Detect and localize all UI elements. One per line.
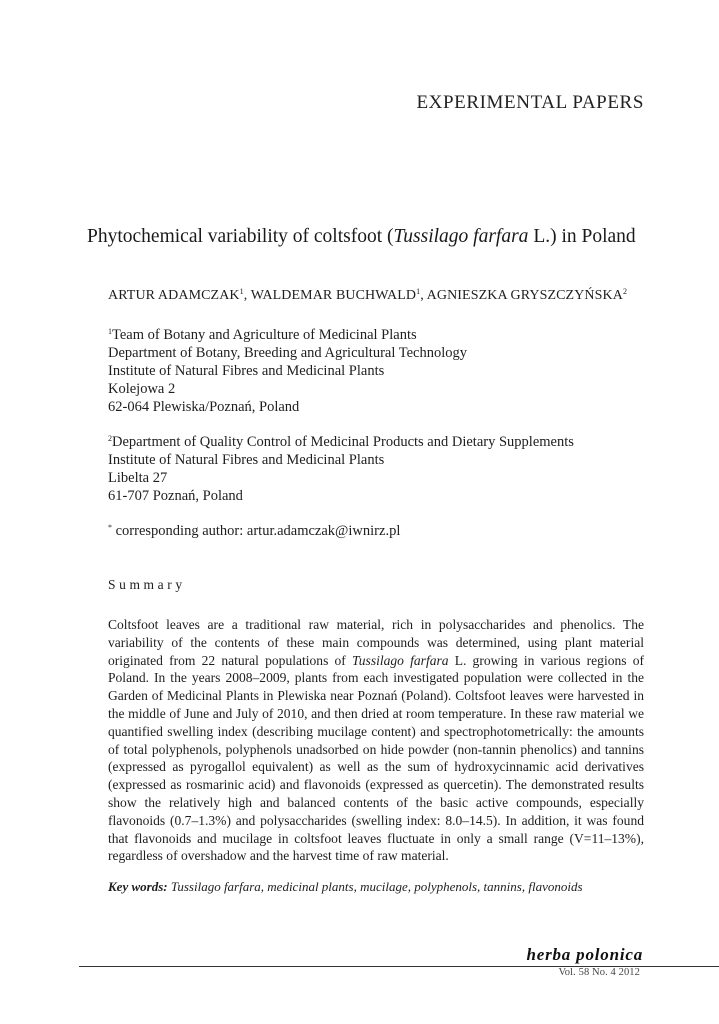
affiliation-line [108,326,467,344]
author-name: WALDEMAR BUCHWALD [250,288,417,303]
summary-heading: Summary [108,577,186,592]
abstract-text [108,616,644,865]
author-affiliation-mark: 1 [416,287,421,296]
author-separator: , [420,288,427,303]
affiliation-line: Department of Botany, Breeding and Agricultural Technology [108,345,467,361]
section-heading: EXPERIMENTAL PAPERS [416,92,644,113]
affiliation-1 [108,326,467,416]
title-species: Tussilago farfara [393,226,529,247]
abstract-part-1: Coltsfoot leaves are a traditional raw material, rich in polysaccharides and phenolics. The variability of the contents of these main compounds was determined, using plant material originated from 22 natural populations of [108,617,644,668]
corresponding-author [108,523,400,540]
keywords-text: Tussilago farfara, medicinal plants, mucilage, polyphenols, tannins, flavonoids [167,879,583,894]
affiliation-line: Institute of Natural Fibres and Medicinal Plants [108,452,385,468]
author-list [108,288,627,304]
affiliation-text: Team of Botany and Agriculture of Medicinal Plants [112,327,417,343]
affiliation-line: 62-064 Plewiska/Poznań, Poland [108,399,300,415]
affiliation-line: Institute of Natural Fibres and Medicinal Plants [108,363,385,379]
affiliation-line: 61-707 Poznań, Poland [108,488,243,504]
corresponding-text: corresponding author: artur.adamczak@iwnirz.pl [112,523,401,539]
affiliation-2 [108,433,574,505]
affiliation-line [108,433,574,451]
title-text-after: L.) in Poland [528,226,636,247]
affiliation-line: Kolejowa 2 [108,381,176,397]
journal-logo: herba polonica [526,945,643,964]
author-affiliation-mark: 2 [622,287,628,296]
title-text-before: Phytochemical variability of coltsfoot ( [87,226,394,247]
author-name: AGNIESZKA GRYSZCZYŃSKA [426,288,623,303]
abstract-part-2: L. growing in various regions of Poland. In the years 2008–2009, plants from each investigated population were collected in the Garden of Medicinal Plants in Plewiska near Poznań (Poland). Coltsfoot leaves were harvested in the middle of June and July of 2010, and then dried at room temperature. In these raw material we quantified swelling index (describing mucilage content) and spectrophotometrically: the amounts of total polyphenols, polyphenols unadsorbed on hide powder (non-tannin phenolics) and tannins (expressed as pyrogallol equivalent) as well as the sum of hydroxycinnamic acid derivatives (expressed as rosmarinic acid) and flavonoids (expressed as quercetin). The demonstrated results show the relatively high and balanced contents of the basic active compounds, especially flavonoids (0.7–1.3%) and polysaccharides (swelling index: 8.0–14.5). In addition, it was found that flavonoids and mucilage in coltsfoot leaves fluctuate in only a small range (V=11–13%), regardless of overshadow and the harvest time of raw material. [108,652,644,864]
corresponding-mark: * [108,523,112,532]
keywords-label: Key words: [108,879,168,894]
abstract-species: Tussilago farfara [352,652,449,668]
author-affiliation-mark: 1 [239,287,244,296]
author-name: ARTUR ADAMCZAK [108,288,240,303]
paper-title [87,226,636,248]
affiliation-mark: 1 [108,327,112,336]
affiliation-text: Department of Quality Control of Medicinal Products and Dietary Supplements [112,434,574,450]
affiliation-line: Libelta 27 [108,470,168,486]
author-separator: , [243,288,251,303]
keywords [108,879,583,895]
affiliation-mark: 2 [108,434,112,443]
volume-info: Vol. 58 No. 4 2012 [558,967,640,978]
